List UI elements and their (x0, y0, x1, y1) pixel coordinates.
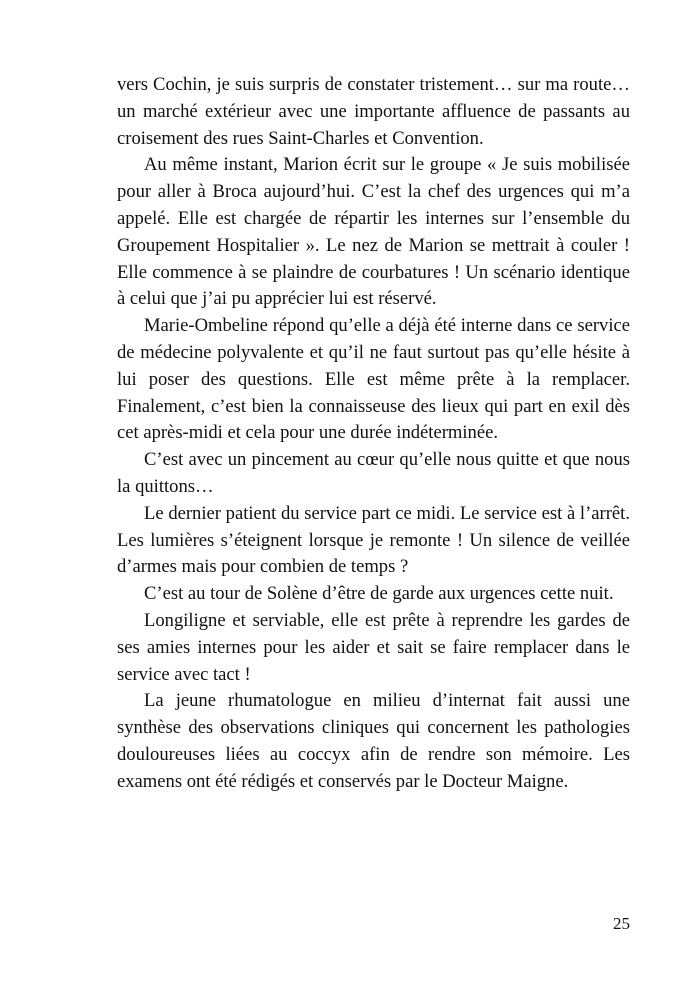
paragraph-rhumatologue: La jeune rhumatologue en milieu d’internat fait aussi une synthèse des observations cliniques qui concernent les pathologies douloureuses liées au coccyx afin de rendre son mémoire. Les examens ont été rédigés et conservés par le Docteur Maigne. (117, 690, 630, 792)
paragraph-marie-ombeline: Marie-Ombeline répond qu’elle a déjà été interne dans ce service de médecine polyvalente et qu’il ne faut surtout pas qu’elle hésite à lui poser des questions. Elle est même prête à la remplacer. Finalement, c’est bien la connaisseuse des lieux qui part en exil dès cet après-midi et cela pour une durée indéterminée. (117, 315, 630, 444)
paragraph-dernier-patient: Le dernier patient du service part ce midi. Le service est à l’arrêt. Les lumières s’éteignent lorsque je remonte ! Un silence de veillée d’armes mais pour combien de temps ? (117, 502, 630, 578)
paragraph-continuation: vers Cochin, je suis surpris de constater tristement… sur ma route… un marché extérieur avec une importante affluence de passants au croisement des rues Saint-Charles et Convention. (117, 74, 630, 149)
page-body (117, 72, 630, 796)
paragraph-longiligne: Longiligne et serviable, elle est prête à reprendre les gardes de ses amies internes pour les aider et sait se faire remplacer dans le service avec tact ! (117, 609, 630, 685)
page-number: 25 (613, 914, 630, 933)
paragraph-solene-garde: C’est au tour de Solène d’être de garde aux urgences cette nuit. (144, 583, 614, 605)
paragraph-marion: Au même instant, Marion écrit sur le groupe « Je suis mobilisée pour aller à Broca aujourd’hui. C’est la chef des urgences qui m’a appelé. Elle est chargée de répartir les internes sur l’ensemble du Groupement Hospitalier ». Le nez de Marion se mettrait à couler ! Elle commence à se plaindre de courbatures ! Un scénario identique à celui que j’ai pu apprécier lui est réservé. (117, 154, 630, 310)
paragraph-pincement: C’est avec un pincement au cœur qu’elle nous quitte et que nous la quittons… (117, 449, 630, 497)
